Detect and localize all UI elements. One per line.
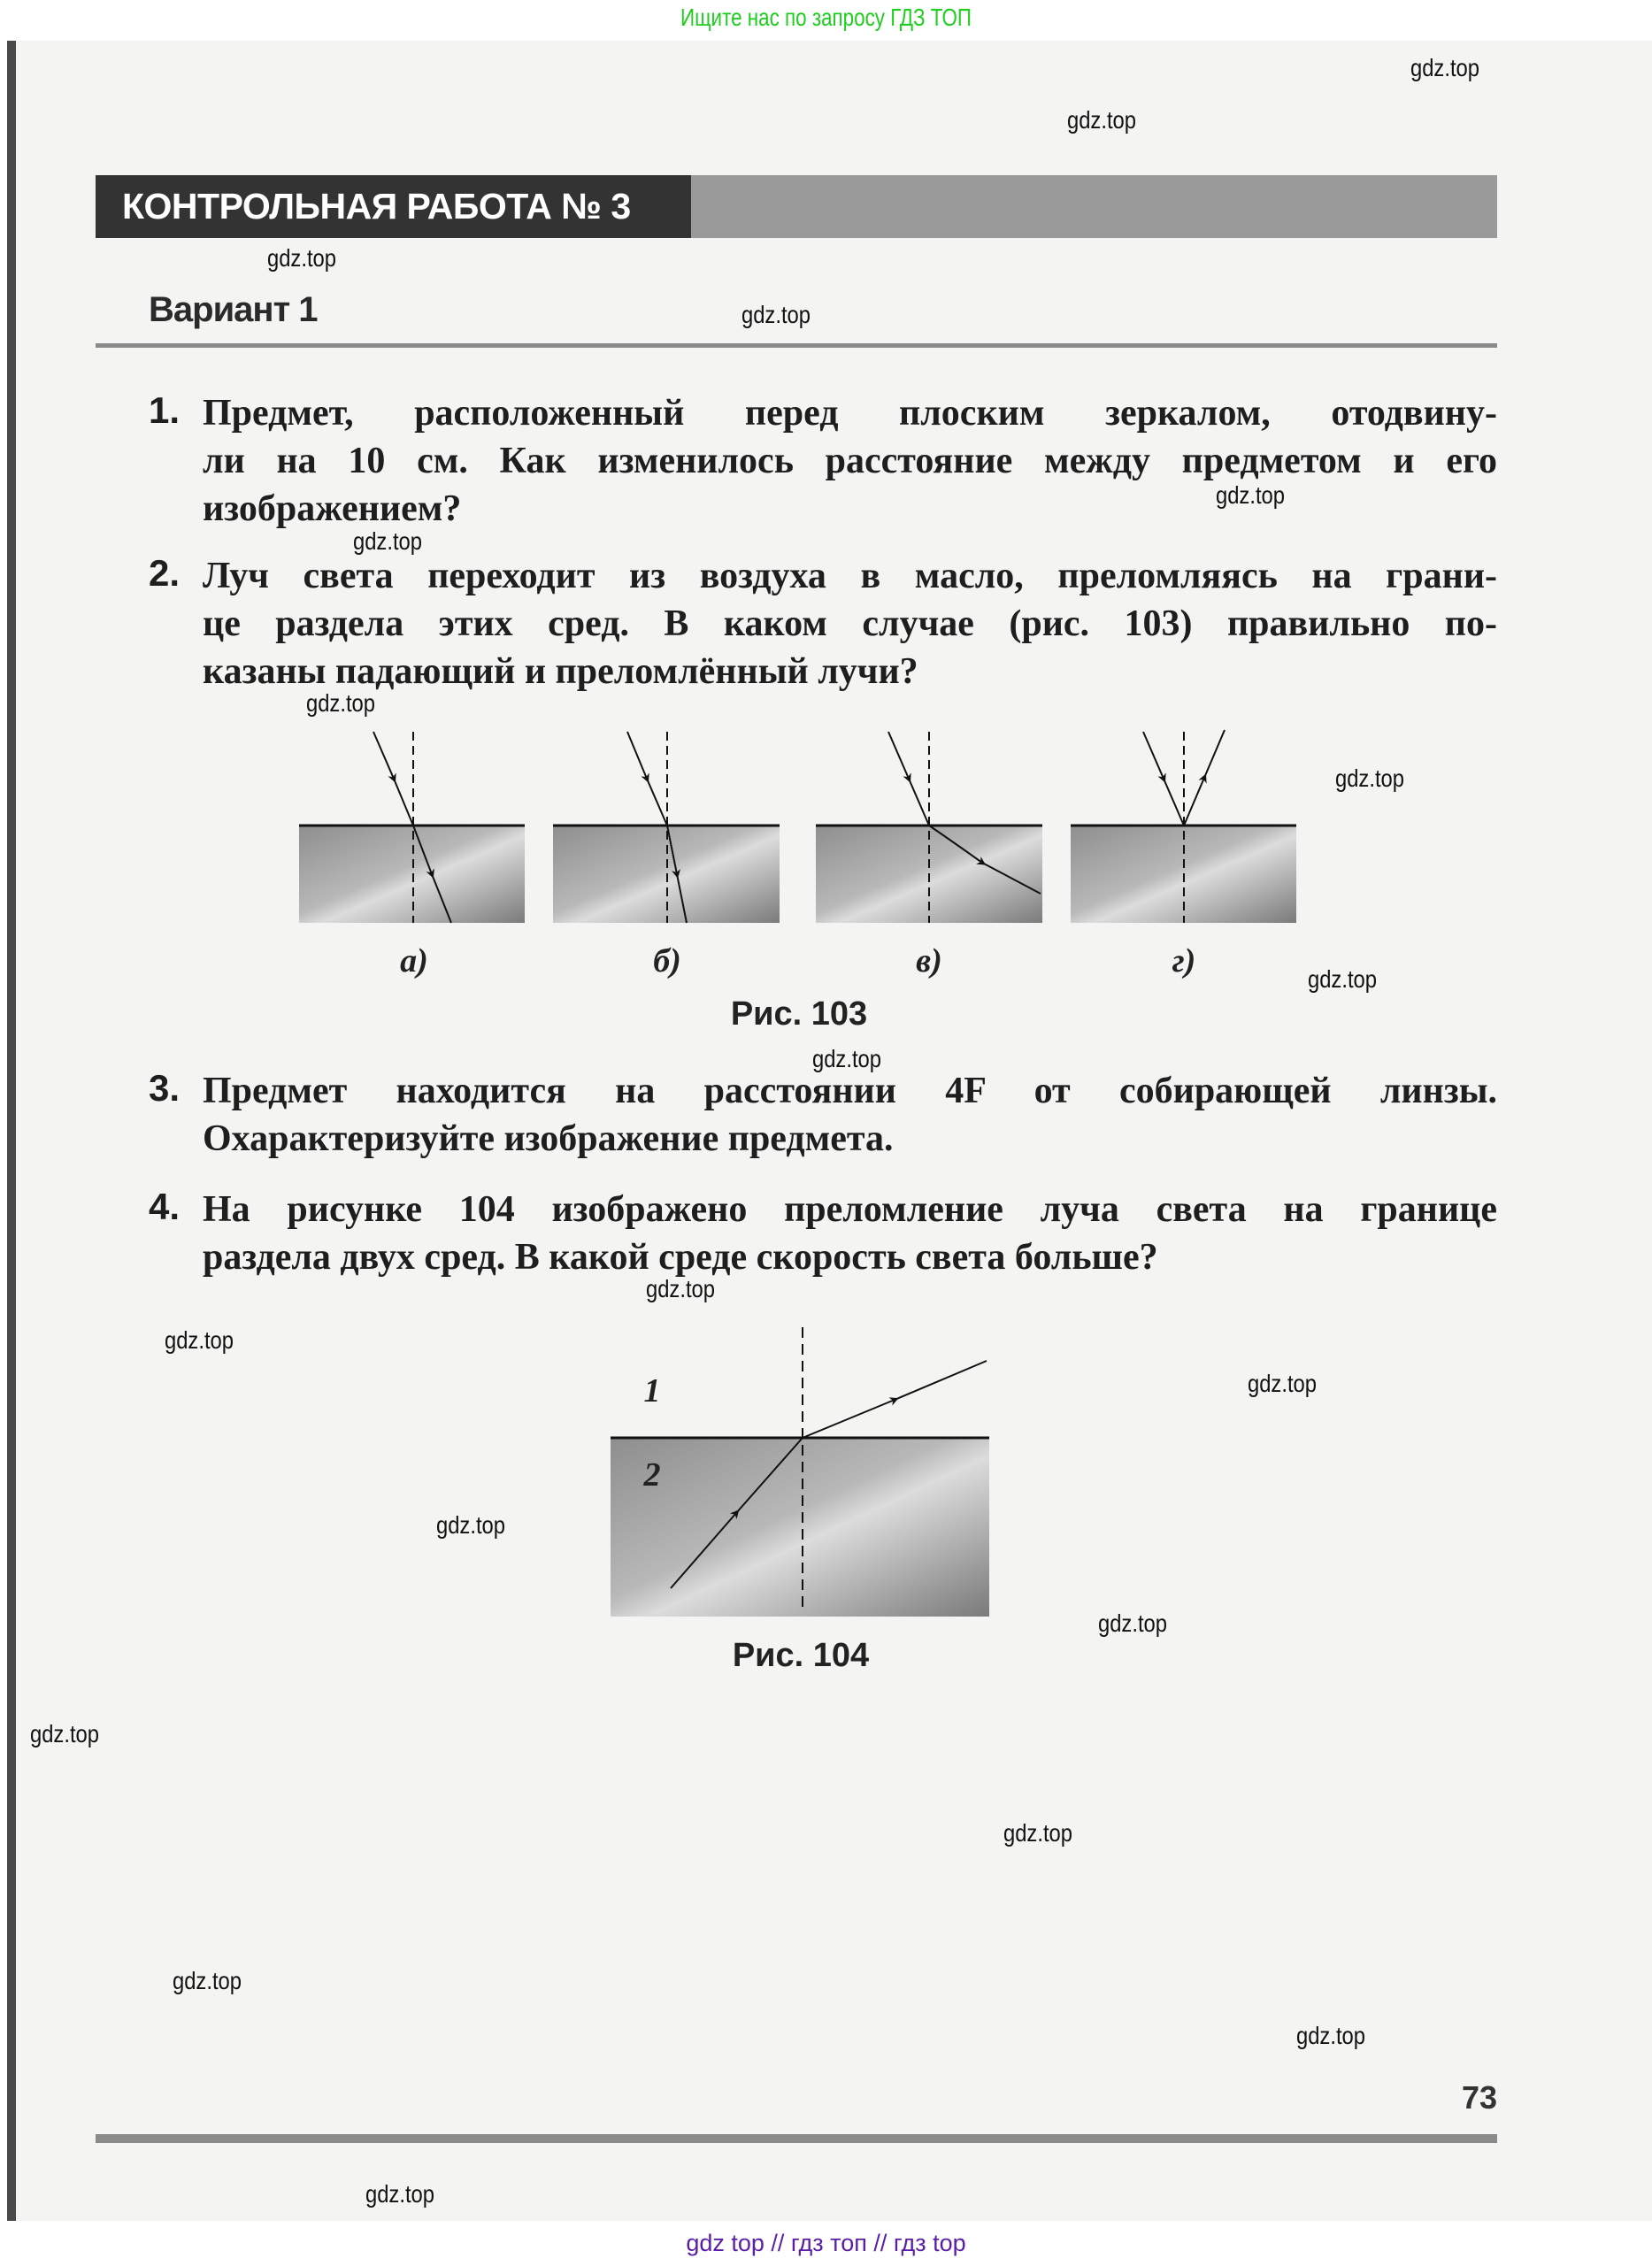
- page-title: КОНТРОЛЬНАЯ РАБОТА № 3: [122, 186, 631, 227]
- watermark: gdz.top: [305, 689, 376, 717]
- figure-104: [611, 1327, 989, 1617]
- text-line: Предмет, расположенный перед плоским зеркалом, отодвину-: [203, 393, 1497, 434]
- watermark: gdz.top: [435, 1511, 506, 1539]
- text-line: На рисунке 104 изображено преломление луча света на границе: [203, 1189, 1497, 1230]
- text-line: Охарактеризуйте изображение предмета.: [203, 1118, 894, 1159]
- watermark: gdz.top: [29, 1720, 100, 1748]
- watermark: gdz.top: [741, 301, 811, 328]
- watermark: gdz.top: [1307, 965, 1378, 993]
- figure-103-label-a: а): [400, 942, 428, 979]
- question-number: 1.: [149, 389, 181, 431]
- question-number: 2.: [149, 552, 181, 594]
- text-line: Луч света переходит из воздуха в масло, преломляясь на грани-: [203, 556, 1497, 596]
- medium-label-2: 2: [643, 1456, 661, 1494]
- watermark: gdz.top: [1410, 54, 1480, 81]
- figure-103-label-d: г): [1172, 942, 1196, 979]
- watermark: gdz.top: [1247, 1370, 1318, 1397]
- watermark: gdz.top: [172, 1967, 242, 1994]
- divider-bottom: [96, 2134, 1497, 2143]
- bottom-banner[interactable]: gdz top // гдз топ // гдз top: [686, 2230, 966, 2256]
- top-banner[interactable]: Ищите нас по запросу ГДЗ ТОП: [680, 4, 972, 31]
- figure-103-label-c: в): [916, 942, 942, 979]
- figure-104-caption: Рис. 104: [732, 1637, 870, 1674]
- text-line: ли на 10 см. Как изменилось расстояние между предметом и его: [203, 441, 1497, 481]
- figure-103-label-b: б): [653, 942, 681, 979]
- figure-103-d: [1071, 730, 1296, 923]
- figure-103-c: [816, 732, 1042, 923]
- watermark: gdz.top: [1295, 2022, 1366, 2049]
- watermark: gdz.top: [365, 2180, 435, 2208]
- text-line: казаны падающий и преломлённый лучи?: [203, 651, 918, 692]
- watermark: gdz.top: [1097, 1609, 1168, 1637]
- watermark: gdz.top: [811, 1045, 882, 1072]
- figure-103-caption: Рис. 103: [730, 995, 868, 1033]
- text-line: це раздела этих сред. В каком случае (рис. 103) правильно по-: [203, 603, 1497, 644]
- watermark: gdz.top: [1066, 106, 1137, 134]
- page-number: 73: [1462, 2079, 1498, 2116]
- watermark: gdz.top: [352, 527, 423, 555]
- watermark: gdz.top: [266, 244, 337, 272]
- watermark: gdz.top: [1003, 1819, 1073, 1847]
- watermark: gdz.top: [645, 1275, 716, 1302]
- watermark: gdz.top: [1215, 481, 1286, 509]
- text-line: раздела двух сред. В какой среде скорость света больше?: [203, 1237, 1158, 1278]
- question-number: 3.: [149, 1067, 181, 1109]
- watermark: gdz.top: [164, 1326, 234, 1354]
- medium-label-1: 1: [643, 1372, 661, 1410]
- question-number: 4.: [149, 1186, 181, 1227]
- text-line: Предмет находится на расстоянии 4F от собирающей линзы.: [203, 1071, 1497, 1111]
- text-line: изображением?: [203, 488, 462, 529]
- watermark: gdz.top: [1334, 764, 1405, 792]
- figure-103: [299, 730, 1296, 923]
- figure-103-b: [553, 732, 780, 923]
- figure-103-a: [299, 732, 525, 923]
- variant-heading: Вариант 1: [149, 290, 318, 329]
